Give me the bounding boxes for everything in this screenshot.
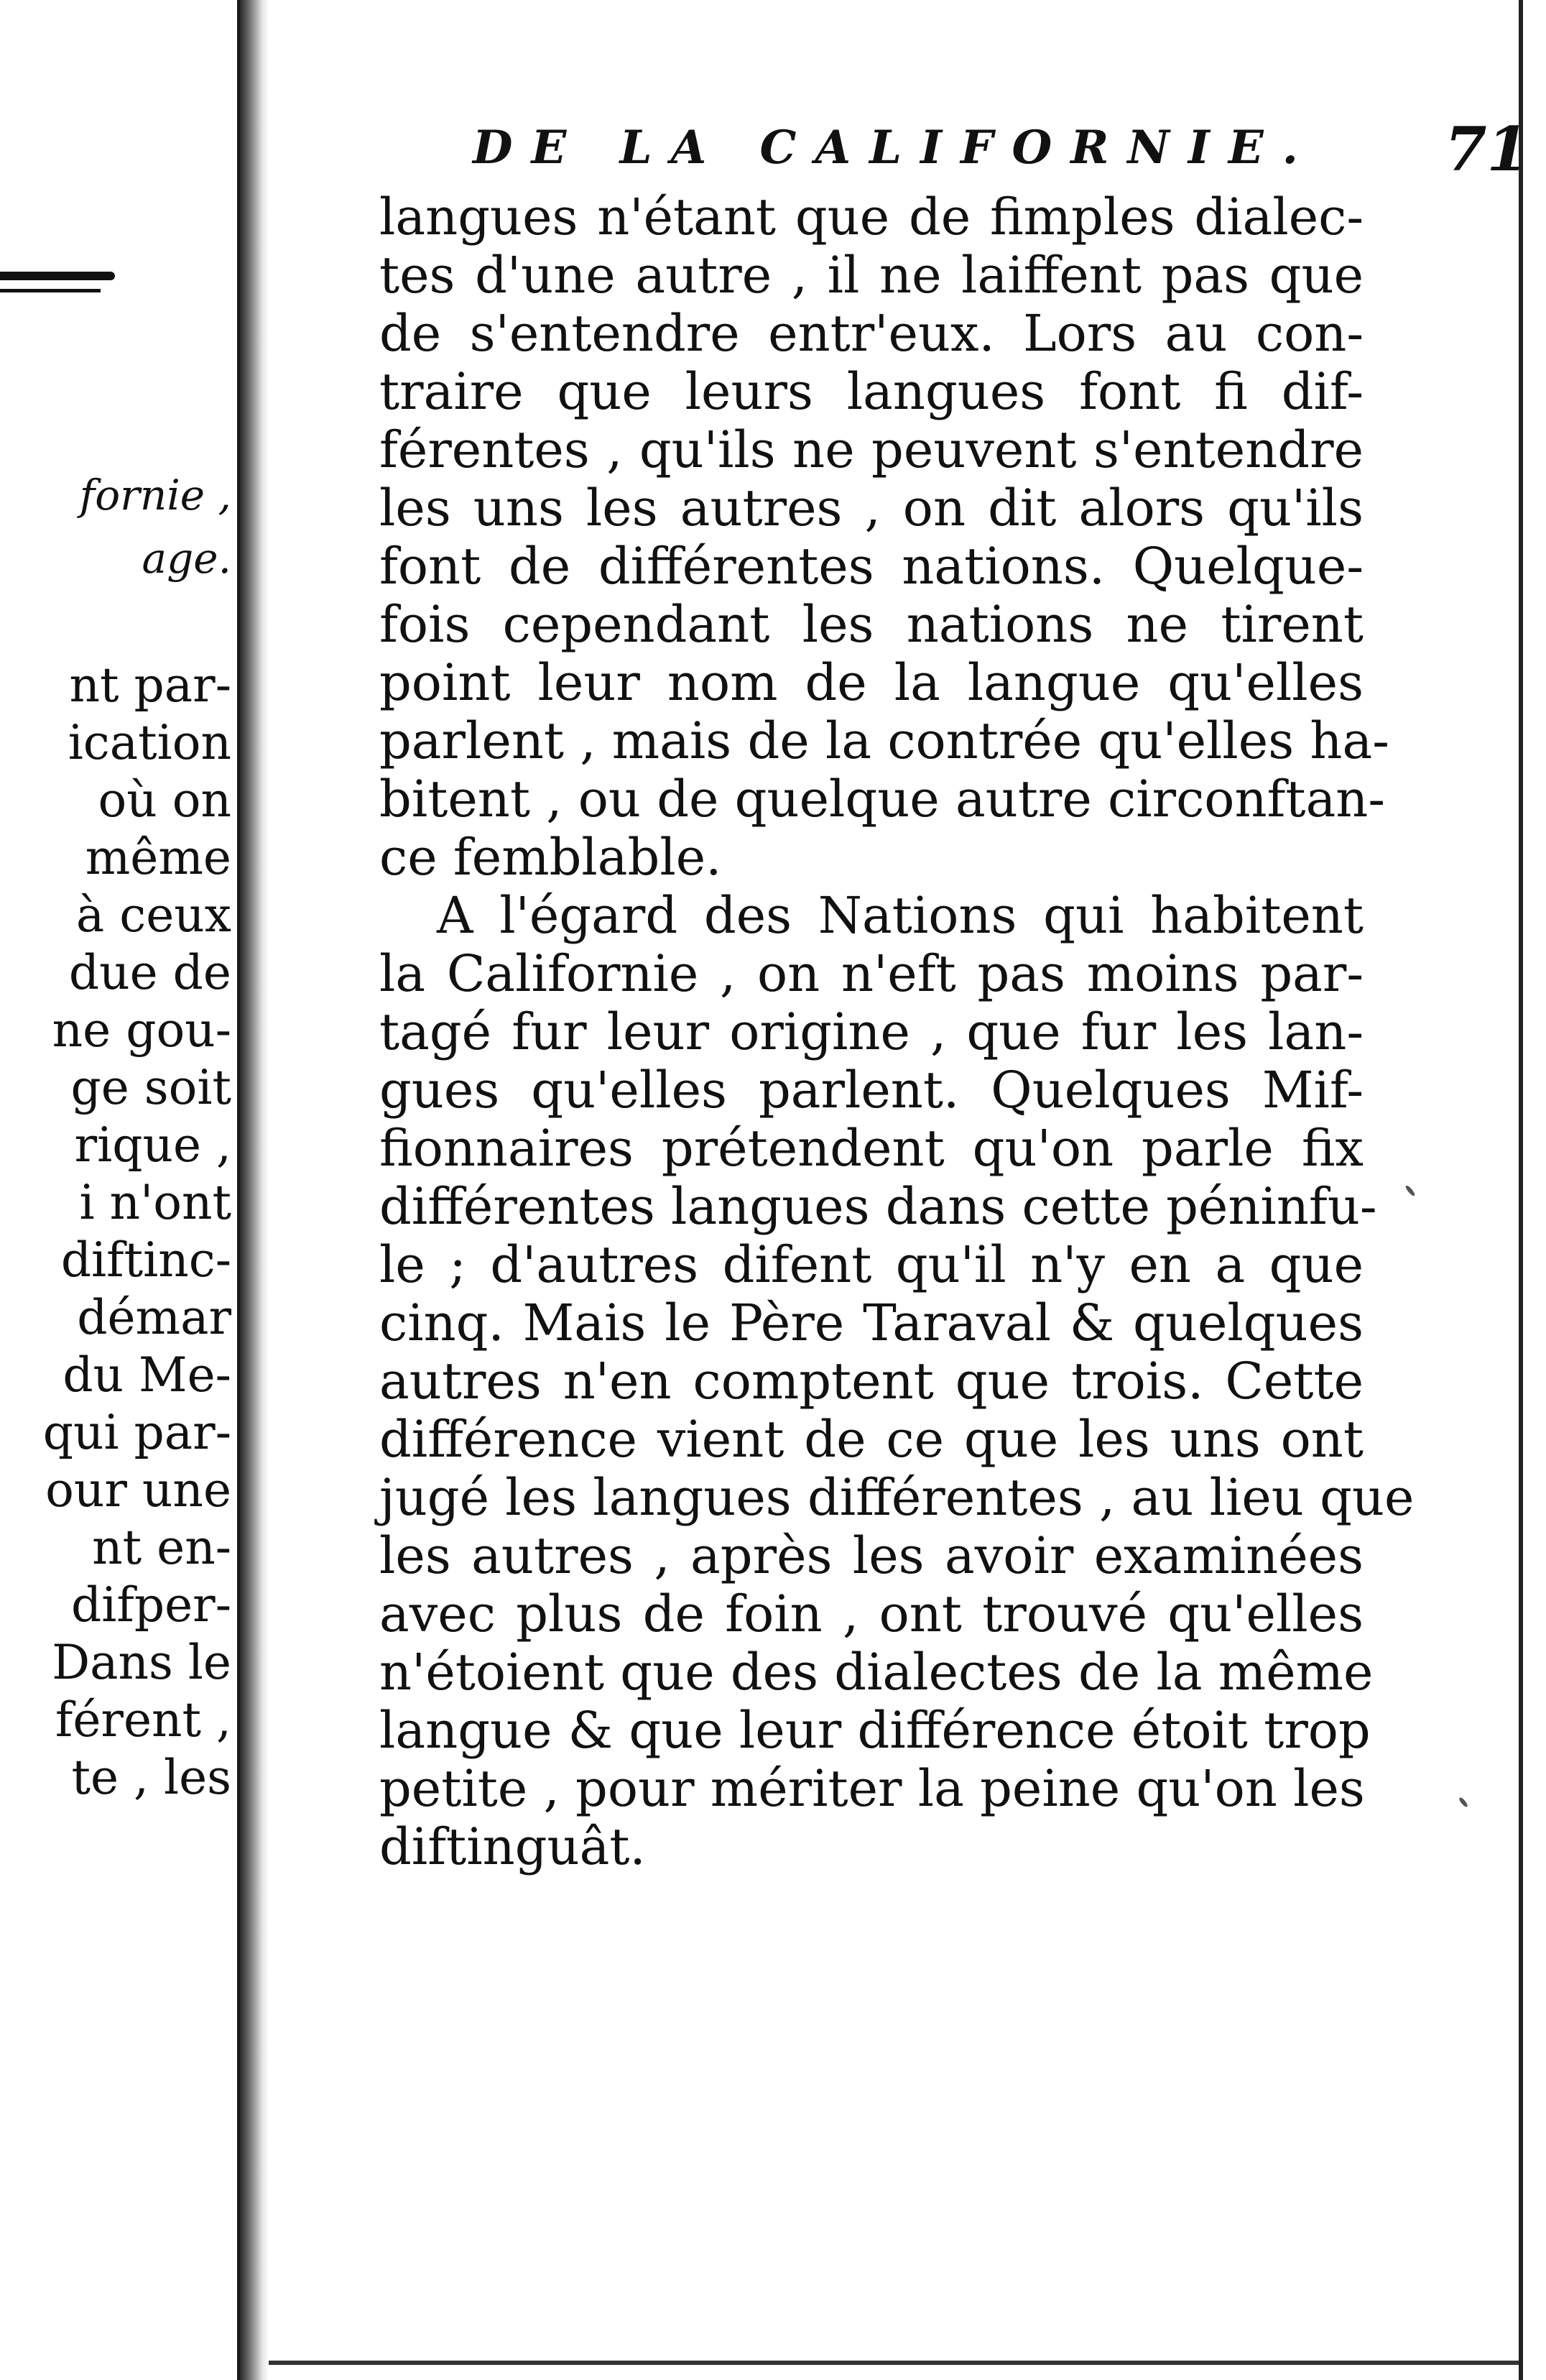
left-text-line: qui par- <box>42 1405 231 1460</box>
text-line: la Californie , on n'eft pas moins par- <box>379 944 1364 1003</box>
ornamental-rule <box>0 272 115 280</box>
left-text-line: nt en- <box>92 1520 231 1575</box>
text-line: diftinguât. <box>379 1817 646 1876</box>
left-text-line: à ceux <box>75 887 231 943</box>
page-edge <box>269 2361 1519 2365</box>
left-text-line: due de <box>68 945 231 1000</box>
left-text-line: démar <box>77 1290 231 1345</box>
text-line: tagé fur leur origine , que fur les lan- <box>379 1002 1364 1061</box>
text-line: langues n'étant que de fimples dialec- <box>379 188 1364 246</box>
page-number: 71 <box>1445 114 1529 185</box>
text-line: férentes , qu'ils ne peuvent s'entendre <box>379 420 1364 479</box>
running-title: DE LA CALIFORNIE. <box>473 121 1317 175</box>
text-line: différentes langues dans cette péninfu- <box>379 1177 1377 1236</box>
left-text-line: où on <box>98 772 231 828</box>
text-line: tes d'une autre , il ne laiffent pas que <box>379 246 1364 305</box>
left-text-line: ication <box>68 715 231 770</box>
text-line: les uns les autres , on dit alors qu'ils <box>379 479 1364 538</box>
text-line: n'étoient que des dialectes de la même <box>379 1643 1374 1702</box>
text-line: traire que leurs langues font fi dif- <box>379 362 1364 421</box>
text-line: différence vient de ce que les uns ont <box>379 1410 1364 1469</box>
page-gutter <box>240 0 269 2380</box>
left-italic-line: age. <box>142 534 231 583</box>
text-line: bitent , ou de quelque autre circonftan- <box>379 770 1386 829</box>
scan-mark <box>1458 1796 1469 1808</box>
text-line: fionnaires prétendent qu'on parle fix <box>379 1119 1364 1178</box>
left-text-line: nt par- <box>69 658 231 713</box>
left-text-line: férent , <box>55 1692 231 1748</box>
left-italic-line: fornie , <box>79 471 231 520</box>
text-line: cinq. Mais le Père Taraval & quelques <box>379 1293 1364 1352</box>
text-line: parlent , mais de la contrée qu'elles ha- <box>379 711 1389 770</box>
text-line: autres n'en comptent que trois. Cette <box>379 1352 1364 1411</box>
text-line: jugé les langues différentes , au lieu que <box>379 1468 1415 1527</box>
left-text-line: Dans le <box>52 1635 231 1690</box>
left-text-line: du Me- <box>63 1347 231 1403</box>
text-line: font de différentes nations. Quelque- <box>379 537 1364 596</box>
left-text-line: diftinc- <box>60 1232 231 1288</box>
body-text <box>379 188 1415 1876</box>
text-line: avec plus de foin , ont trouvé qu'elles <box>379 1585 1364 1643</box>
left-text-line: rique , <box>74 1117 231 1173</box>
text-line: langue & que leur différence étoit trop <box>379 1701 1371 1760</box>
left-text-line: i n'ont <box>79 1175 231 1230</box>
text-line: petite , pour mériter la peine qu'on les <box>379 1759 1365 1818</box>
scan-mark <box>1404 1184 1416 1197</box>
text-line: ce femblable. <box>379 828 722 887</box>
left-text-line: ge soit <box>70 1060 231 1115</box>
text-line: gues qu'elles parlent. Quelques Mif- <box>379 1061 1364 1120</box>
left-text-line: même <box>85 830 231 885</box>
left-page-fragment <box>0 0 240 2380</box>
left-text-line: te , les <box>71 1750 231 1805</box>
left-text-line: difper- <box>71 1577 231 1633</box>
right-page <box>269 0 1529 2380</box>
text-line: de s'entendre entr'eux. Lors au con- <box>379 304 1364 363</box>
left-text-line: our une <box>45 1462 231 1518</box>
text-line: le ; d'autres difent qu'il n'y en a que <box>379 1235 1364 1294</box>
ornamental-rule-thin <box>0 289 101 292</box>
left-text-line: ne gou- <box>52 1002 231 1058</box>
paragraph-start-line: A l'égard des Nations qui habitent <box>437 886 1364 945</box>
text-line: les autres , après les avoir examinées <box>379 1526 1364 1585</box>
text-line: fois cependant les nations ne tirent <box>379 595 1364 654</box>
text-line: point leur nom de la langue qu'elles <box>379 653 1364 712</box>
